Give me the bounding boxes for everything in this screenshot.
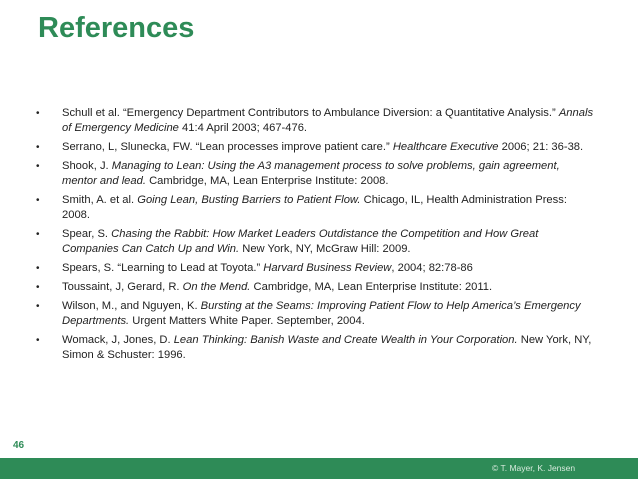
reference-title-text: Harvard Business Review [263,262,392,274]
reference-title-text: Lean Thinking: Banish Waste and Create Wealth in Your Corporation. [173,334,518,346]
bullet-icon: • [36,161,40,172]
bullet-icon: • [36,142,40,153]
reference-title-text: Going Lean, Busting Barriers to Patient Flow. [137,194,361,206]
reference-title-text: Chasing the Rabbit: How Market Leaders Outdistance the Competition and How Great Companies Can Catch Up and Win. [62,228,539,255]
footer-bar [0,458,638,479]
copyright-notice: © T. Mayer, K. Jensen [492,463,576,473]
reference-item [36,333,596,363]
reference-text: , 2004; 82:78-86 [391,262,473,274]
reference-text: Cambridge, MA, Lean Enterprise Institute: 2011. [250,281,493,293]
reference-text: Urgent Matters White Paper. September, 2004. [129,315,365,327]
reference-text: Cambridge, MA, Lean Enterprise Institute: 2008. [145,175,389,187]
bullet-icon: • [36,108,40,119]
reference-title-text: Bursting at the Seams: Improving Patient Flow to Help America’s Emergency Departments. [62,300,581,327]
reference-item [36,159,596,189]
bullet-icon: • [36,195,40,206]
reference-title-text: Healthcare Executive [392,141,499,153]
reference-item [36,140,596,155]
reference-item [36,280,596,295]
bullet-icon: • [36,282,40,293]
reference-text: New York, NY, Simon & Schuster: 1996. [62,334,592,361]
bullet-icon: • [36,263,40,274]
reference-text: 2006; 21: 36-38. [498,141,584,153]
reference-item [36,261,596,276]
reference-text: Shook, J. [62,160,112,172]
page-number: 46 [13,440,25,451]
bullet-icon: • [36,335,40,346]
reference-item [36,193,596,223]
reference-text: Spear, S. [62,228,112,240]
reference-item [36,227,596,257]
reference-text: Schull et al. “Emergency Department Contributors to Ambulance Diversion: a Quantitative Analysis.” [62,107,559,119]
reference-text: Smith, A. et al. [62,194,138,206]
reference-text: Serrano, L, Slunecka, FW. “Lean processes improve patient care.” [62,141,393,153]
reference-title-text: Annals of Emergency Medicine [62,107,594,134]
reference-text: Wilson, M., and Nguyen, K. [62,300,201,312]
reference-item [36,299,596,329]
reference-text: New York, NY, McGraw Hill: 2009. [239,243,411,255]
reference-text: Womack, J, Jones, D. [62,334,174,346]
reference-text: Spears, S. “Learning to Lead at Toyota.” [62,262,264,274]
bullet-icon: • [36,229,40,240]
reference-item [36,106,596,136]
reference-text: 41:4 April 2003; 467-476. [178,122,308,134]
bullet-icon: • [36,301,40,312]
slide-title: References [38,12,195,44]
references-list [36,106,596,367]
reference-text: Chicago, IL, Health Administration Press: 2008. [62,194,567,221]
reference-title-text: On the Mend. [182,281,251,293]
reference-title-text: Managing to Lean: Using the A3 management process to solve problems, gain agreement, mentor and lead. [62,160,560,187]
reference-text: Toussaint, J, Gerard, R. [62,281,183,293]
